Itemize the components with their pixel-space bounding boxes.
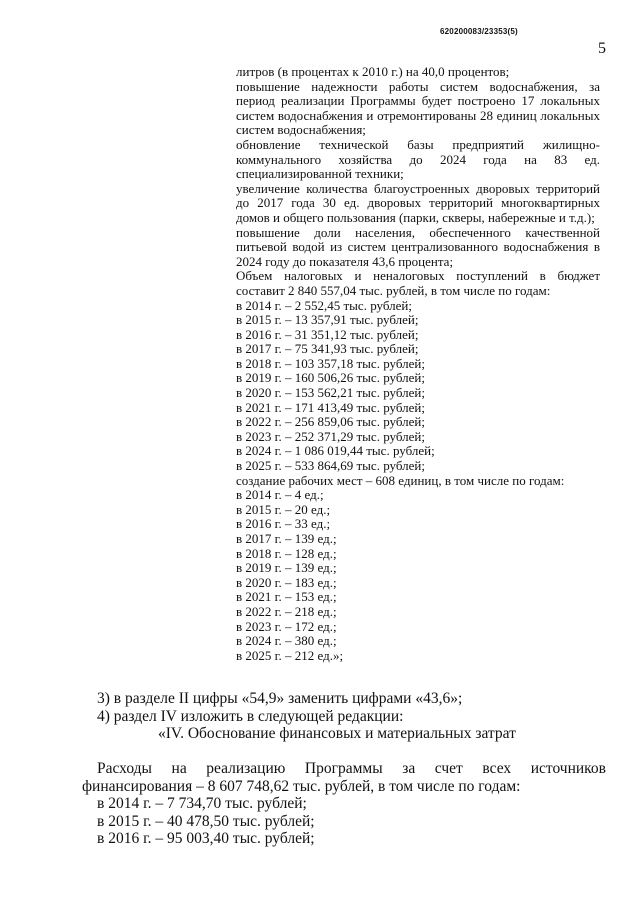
column-line: в 2020 г. – 153 562,21 тыс. рублей; (236, 385, 425, 401)
column-line: в 2022 г. – 256 859,06 тыс. рублей; (236, 414, 425, 430)
column-line: в 2017 г. – 139 ед.; (236, 531, 337, 546)
passport-column (236, 65, 600, 663)
column-line: в 2021 г. – 171 413,49 тыс. рублей; (236, 399, 425, 415)
expense-year: в 2015 г. – 40 478,50 тыс. рублей; (97, 812, 315, 830)
column-line: в 2017 г. – 75 341,93 тыс. рублей; (236, 341, 419, 357)
column-line: в 2020 г. – 183 ед.; (236, 574, 337, 590)
expense-year: в 2014 г. – 7 734,70 тыс. рублей; (97, 795, 307, 812)
expense-year: в 2016 г. – 95 003,40 тыс. рублей; (97, 830, 315, 847)
column-line: литров (в процентах к 2010 г.) на 40,0 процентов; (236, 64, 510, 79)
column-line: повышение надежности работы систем водоснабжения, за период реализации Программы будет построено 17 локальных систем водоснабжения и отремонтированы 28 единиц локальных систем водоснабжения; (236, 78, 600, 138)
column-line: в 2014 г. – 2 552,45 тыс. рублей; (236, 297, 412, 313)
column-line: в 2019 г. – 160 506,26 тыс. рублей; (236, 370, 425, 386)
column-line: в 2021 г. – 153 ед.; (236, 589, 337, 605)
section-heading: «IV. Обоснование финансовых и материальных затрат (158, 725, 516, 742)
expenses-block (82, 760, 606, 848)
amendment-item: 3) в разделе II цифры «54,9» заменить цифрами «43,6»; (97, 690, 463, 707)
expenses-intro: Расходы на реализацию Программы за счет всех источников финансирования – 8 607 748,62 тыс. рублей, в том числе по годам: (82, 760, 606, 795)
column-line: в 2023 г. – 252 371,29 тыс. рублей; (236, 428, 425, 444)
column-line: обновление технической базы предприятий жилищно-коммунального хозяйства до 2024 года на 83 ед. специализированной техники; (236, 136, 600, 182)
column-line: создание рабочих мест – 608 единиц, в том числе по годам: (236, 472, 565, 488)
column-line: в 2024 г. – 380 ед.; (236, 633, 337, 649)
column-line: в 2016 г. – 33 ед.; (236, 516, 331, 532)
column-line: в 2014 г. – 4 ед.; (236, 487, 324, 503)
page-number: 5 (598, 40, 606, 57)
column-line: в 2018 г. – 103 357,18 тыс. рублей; (236, 355, 425, 371)
column-line: в 2019 г. – 139 ед.; (236, 560, 337, 576)
column-line: в 2015 г. – 13 357,91 тыс. рублей; (236, 312, 419, 328)
column-line: в 2015 г. – 20 ед.; (236, 501, 331, 517)
document-code: 620200083/23353(5) (440, 27, 518, 36)
column-line: в 2022 г. – 218 ед.; (236, 603, 337, 619)
column-line: увеличение количества благоустроенных дворовых территорий до 2017 года 30 ед. дворовых территорий многоквартирных домов и общего пользования (парки, скверы, набережные и т.д.); (236, 180, 600, 225)
amendment-item: 4) раздел IV изложить в следующей редакции: (97, 707, 404, 725)
column-line: повышение доли населения, обеспеченного качественной питьевой водой из систем централизованного водоснабжения в 2024 году до показателя 43,6 процента; (236, 224, 600, 269)
column-line: в 2016 г. – 31 351,12 тыс. рублей; (236, 326, 419, 342)
column-line: Объем налоговых и неналоговых поступлений в бюджет составит 2 840 557,04 тыс. рублей, в том числе по годам: (236, 268, 600, 298)
column-line: в 2024 г. – 1 086 019,44 тыс. рублей; (236, 443, 435, 459)
amendments-block (82, 690, 606, 743)
column-line: в 2023 г. – 172 ед.; (236, 618, 337, 634)
column-line: в 2018 г. – 128 ед.; (236, 545, 337, 561)
column-line: в 2025 г. – 212 ед.»; (236, 647, 344, 663)
column-line: в 2025 г. – 533 864,69 тыс. рублей; (236, 458, 425, 474)
